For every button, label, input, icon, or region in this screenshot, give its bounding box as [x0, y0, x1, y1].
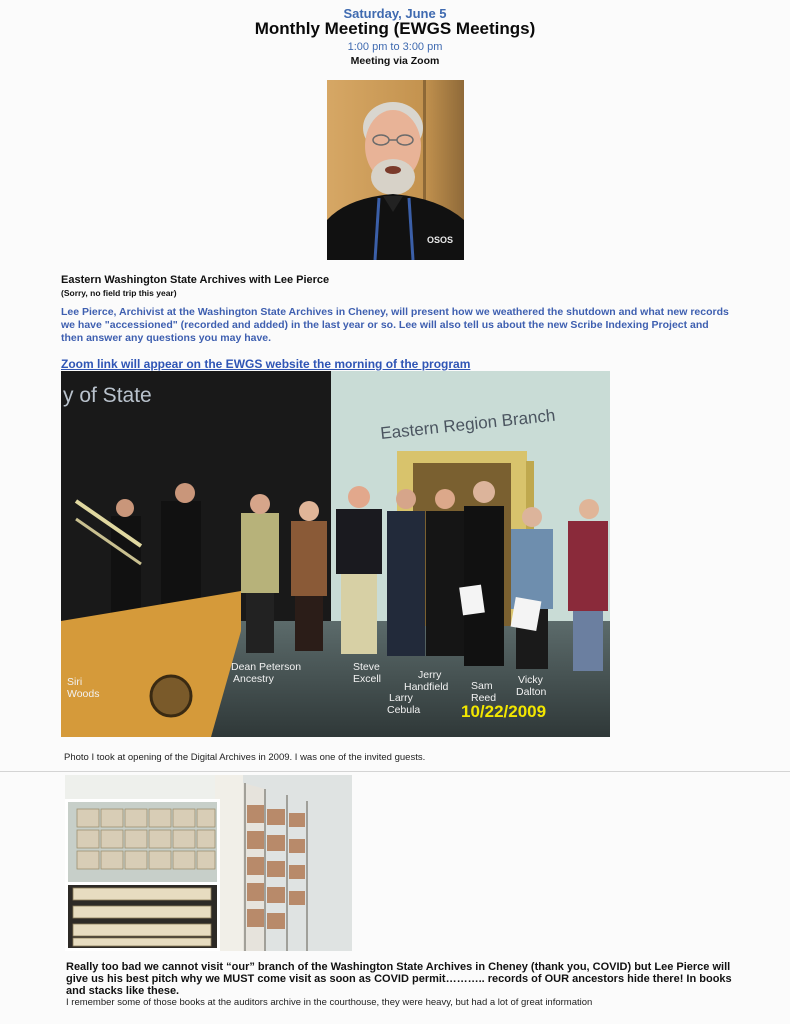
zoom-link[interactable]: Zoom link will appear on the EWGS website the morning of the program [61, 357, 471, 371]
meeting-time: 1:00 pm to 3:00 pm [347, 41, 443, 53]
program-description: Lee Pierce, Archivist at the Washington State Archives in Cheney, will present how we weathered the shutdown and what new records we have "accessioned" (recorded and added) in the last year or so. Lee will also tell us about the new Scribe Indexing Project and then answer any questions you may have. [61, 306, 729, 344]
label-jerry-handfield: Jerry Handfield [404, 669, 449, 693]
label-sam-reed: Sam Reed [471, 680, 497, 704]
page-divider [0, 771, 790, 772]
label-steve-excell: Steve Excell [353, 661, 382, 685]
meeting-date: Saturday, June 5 [343, 6, 447, 21]
closing-paragraph: Really too bad we cannot visit “our” branch of the Washington State Archives in Cheney (thank you, COVID) but Lee Pierce will give us his best pitch why we MUST come visit as soon as COVID permit……….. records of OUR ancestors hide there! In books and stacks like these. [66, 961, 732, 997]
section-subheading: (Sorry, no field trip this year) [61, 288, 177, 298]
personal-note: I remember some of those books at the auditors archive in the courthouse, they were heavy, but had a lot of great information [66, 997, 593, 1008]
group-photo [61, 371, 610, 737]
label-vicky-dalton: Vicky Dalton [516, 674, 547, 698]
inset-photo [65, 799, 220, 951]
shelving-stacks [215, 775, 352, 951]
speaker-portrait [327, 80, 464, 260]
archive-stacks-photo [65, 775, 352, 951]
section-heading: Eastern Washington State Archives with Lee Pierce [61, 274, 330, 286]
date-stamp: 10/22/2009 [461, 702, 547, 721]
label-siri-woods: Siri Woods [67, 676, 100, 700]
label-dean-peterson: Dean Peterson Ancestry [231, 661, 302, 685]
label-larry-cebula: Larry Cebula [387, 692, 421, 716]
photo-caption: Photo I took at opening of the Digital Archives in 2009. I was one of the invited guests. [64, 752, 426, 763]
wall-text-left: y of State [63, 384, 152, 407]
meeting-venue: Meeting via Zoom [350, 55, 440, 67]
page-title: Monthly Meeting (EWGS Meetings) [254, 19, 536, 38]
badge-logo: OSOS [427, 235, 454, 245]
wall-sign: Eastern Region Branch [379, 405, 557, 443]
